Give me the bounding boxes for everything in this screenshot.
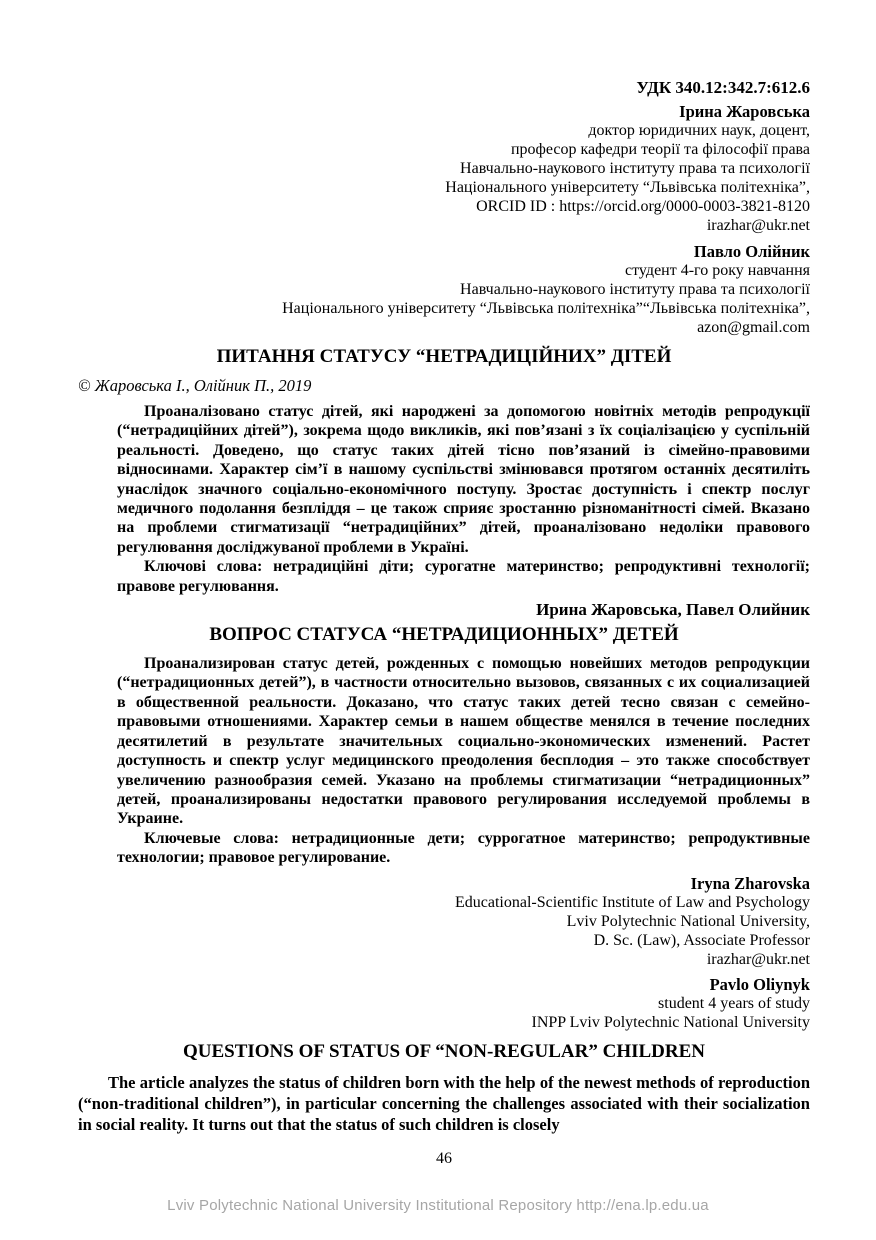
- byline-ru: Ирина Жаровська, Павел Олийник: [536, 600, 810, 620]
- keywords-ru: Ключевые слова: нетрадиционные дети; суррогатное материнство; репродуктивные технологии; правовое регулирование.: [117, 829, 810, 867]
- affiliation-line: D. Sc. (Law), Associate Professor: [593, 931, 810, 949]
- affiliation-line: Lviv Polytechnic National University,: [566, 912, 810, 930]
- affiliation-line: доктор юридичних наук, доцент,: [588, 122, 810, 139]
- abstract-ru: Проанализирован статус детей, рожденных с помощью новейших методов репродукции (“нетрадиционных детей”), в частности относительно вызовов, связанных с их социализацией в общественной реальности. Доказано, что статус таких детей тесно связан с семейно-правовыми отношениями. Характер семьи в нашем обществе менялся в течение последних десятилетий в результате значительных социально-экономических изменений. Растет доступность и спектр услуг медицинского преодоления бесплодия – это также способствует увеличению разнообразия семей. Указано на проблемы стигматизации “нетрадиционных” детей, проанализированы недостатки правового регулирования исследуемой проблемы в Украине.: [117, 655, 810, 828]
- email-line: irazhar@ukr.net: [706, 217, 810, 234]
- author-name-en-2: Pavlo Oliynyk: [709, 974, 810, 994]
- affiliation-line: Educational-Scientific Institute of Law and Psychology: [454, 893, 810, 911]
- affiliation-line: Навчально-наукового інституту права та психології: [460, 160, 810, 177]
- article-title-en: QUESTIONS OF STATUS OF “NON-REGULAR” CHILDREN: [182, 1040, 706, 1062]
- article-title-uk: ПИТАННЯ СТАТУСУ “НЕТРАДИЦІЙНИХ” ДІТЕЙ: [216, 346, 672, 367]
- author-block-uk-2: [78, 242, 810, 337]
- affiliation-line: Навчально-наукового інституту права та психології: [460, 281, 810, 298]
- abstract-en: The article analyzes the status of children born with the help of the newest methods of reproduction (“non-traditional children”), in particular concerning the challenges associated with their socialization in social reality. It turns out that the status of such children is closely: [78, 1072, 810, 1134]
- repository-footer: Lviv Polytechnic National University Institutional Repository http://ena.lp.edu.ua: [167, 1197, 709, 1214]
- article-title-ru: ВОПРОС СТАТУСА “НЕТРАДИЦИОННЫХ” ДЕТЕЙ: [209, 624, 679, 646]
- author-block-en-1: [78, 874, 810, 969]
- email-line: irazhar@ukr.net: [706, 950, 810, 968]
- email-line: azon@gmail.com: [697, 319, 810, 336]
- abstract-uk: Проаналізовано статус дітей, які народжені за допомогою новітніх методів репродукції (“нетрадиційних дітей”), зокрема щодо викликів, які пов’язані з їх соціалізацією у суспільній реальності. Доведено, що статус таких дітей тісно пов’язаний із сімейно-правовими відносинами. Характер сім’ї в нашому суспільстві змінювався протягом останніх десятиліть унаслідок значного соціально-економічного поступу. Зростає доступність і спектр послуг медичного подолання безпліддя – це також сприяє зростанню різноманітності сімей. Вказано на проблеми стигматизації “нетрадиційних” дітей, проаналізовано недоліки правового регулювання досліджуваної проблеми в Україні.: [117, 403, 810, 556]
- keywords-uk: Ключові слова: нетрадиційні діти; сурогатне материнство; репродуктивні технології; правове регулювання.: [117, 558, 810, 595]
- affiliation-line: професор кафедри теорії та філософії права: [510, 141, 810, 158]
- author-name-uk-2: Павло Олійник: [693, 242, 810, 261]
- author-block-uk-1: [78, 102, 810, 235]
- udc-code: УДК 340.12:342.7:612.6: [636, 78, 810, 97]
- orcid-line: ORCID ID : https://orcid.org/0000-0003-3821-8120: [476, 198, 810, 215]
- affiliation-line: студент 4-го року навчання: [625, 262, 810, 279]
- author-block-en-2: [78, 975, 810, 1032]
- affiliation-line: Національного університету “Львівська політехніка”“Львівська політехніка”,: [282, 300, 810, 317]
- author-name-en-1: Iryna Zharovska: [690, 873, 810, 893]
- affiliation-line: INPP Lviv Polytechnic National University: [531, 1013, 810, 1031]
- author-name-uk-1: Ірина Жаровська: [679, 102, 810, 121]
- page-number: 46: [436, 1150, 452, 1167]
- affiliation-line: student 4 years of study: [658, 994, 810, 1012]
- copyright-line: © Жаровська І., Олійник П., 2019: [78, 376, 312, 395]
- affiliation-line: Національного університету “Львівська політехніка”,: [445, 179, 810, 196]
